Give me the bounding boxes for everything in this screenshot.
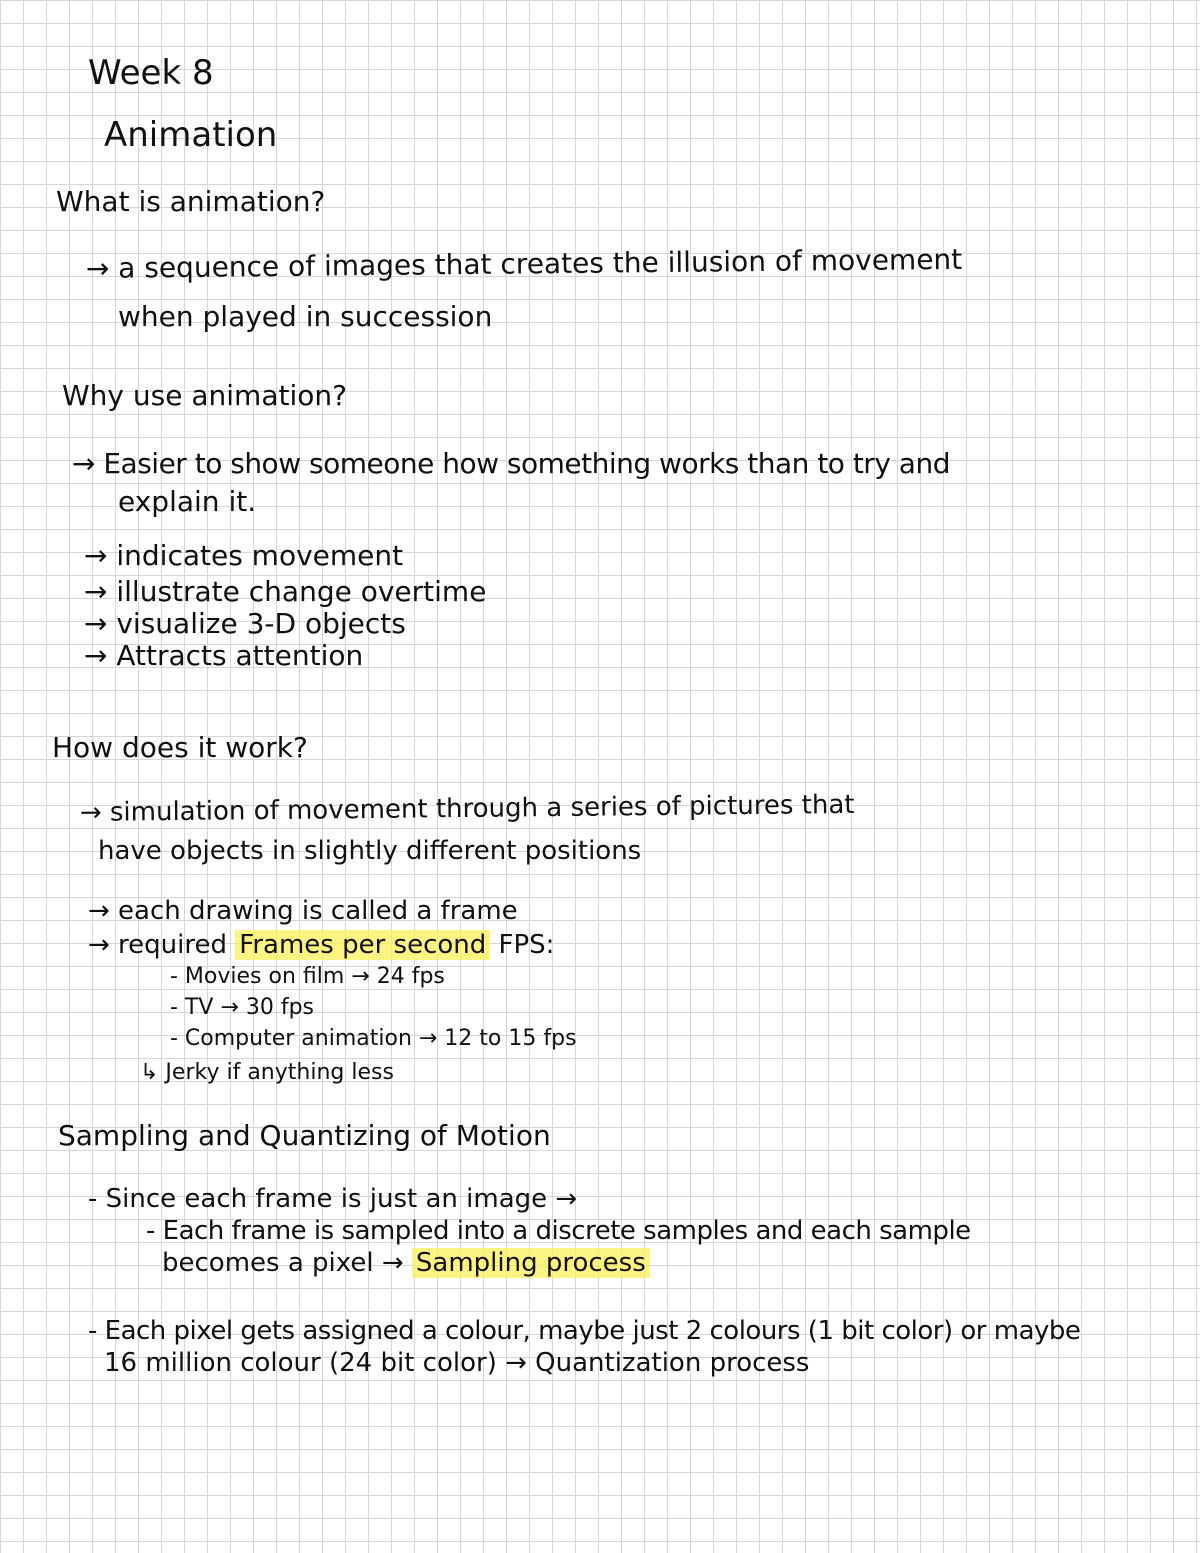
sampling-line-3 [162,1250,650,1276]
what-line-2: when played in succession [118,300,493,333]
why-line-5: → visualize 3-D objects [84,607,406,640]
required-suffix: FPS: [498,930,555,960]
section-heading-why: Why use animation? [62,379,347,412]
why-line-2: explain it. [118,485,257,518]
rate-computer: - Computer animation → 12 to 15 fps [170,1026,577,1051]
how-line-1: → simulation of movement through a series of pictures that [79,789,855,828]
how-required-line [88,932,554,958]
page-title: Week 8 [88,53,214,93]
why-line-3: → indicates movement [84,539,404,572]
sampling-line-3-prefix: becomes a pixel → [162,1248,404,1278]
sampling-line-4: - Each pixel gets assigned a colour, maybe just 2 colours (1 bit color) or maybe [88,1316,1081,1346]
sampling-line-1: - Since each frame is just an image → [88,1184,578,1214]
page-subtitle: Animation [104,115,278,155]
why-line-4: → illustrate change overtime [84,575,487,608]
how-line-2: have objects in slightly different positions [98,836,642,866]
rate-jerky-note: ↳ Jerky if anything less [140,1060,394,1085]
sampling-line-5: 16 million colour (24 bit color) → Quantization process [104,1348,810,1378]
rate-tv: - TV → 30 fps [170,995,314,1020]
sampling-line-2: - Each frame is sampled into a discrete samples and each sample [146,1216,971,1246]
why-line-1: → Easier to show someone how something works than to try and [72,447,950,480]
required-prefix: → required [88,930,227,960]
section-heading-sampling: Sampling and Quantizing of Motion [58,1119,551,1152]
how-line-3: → each drawing is called a frame [88,896,518,926]
rate-movies: - Movies on film → 24 fps [170,964,445,989]
sampling-process-highlight: Sampling process [412,1248,650,1278]
section-heading-how: How does it work? [52,731,308,764]
fps-highlight: Frames per second [235,930,490,960]
why-line-6: → Attracts attention [84,639,364,672]
section-heading-what: What is animation? [56,185,326,218]
what-line-1: → a sequence of images that creates the illusion of movement [85,242,963,285]
